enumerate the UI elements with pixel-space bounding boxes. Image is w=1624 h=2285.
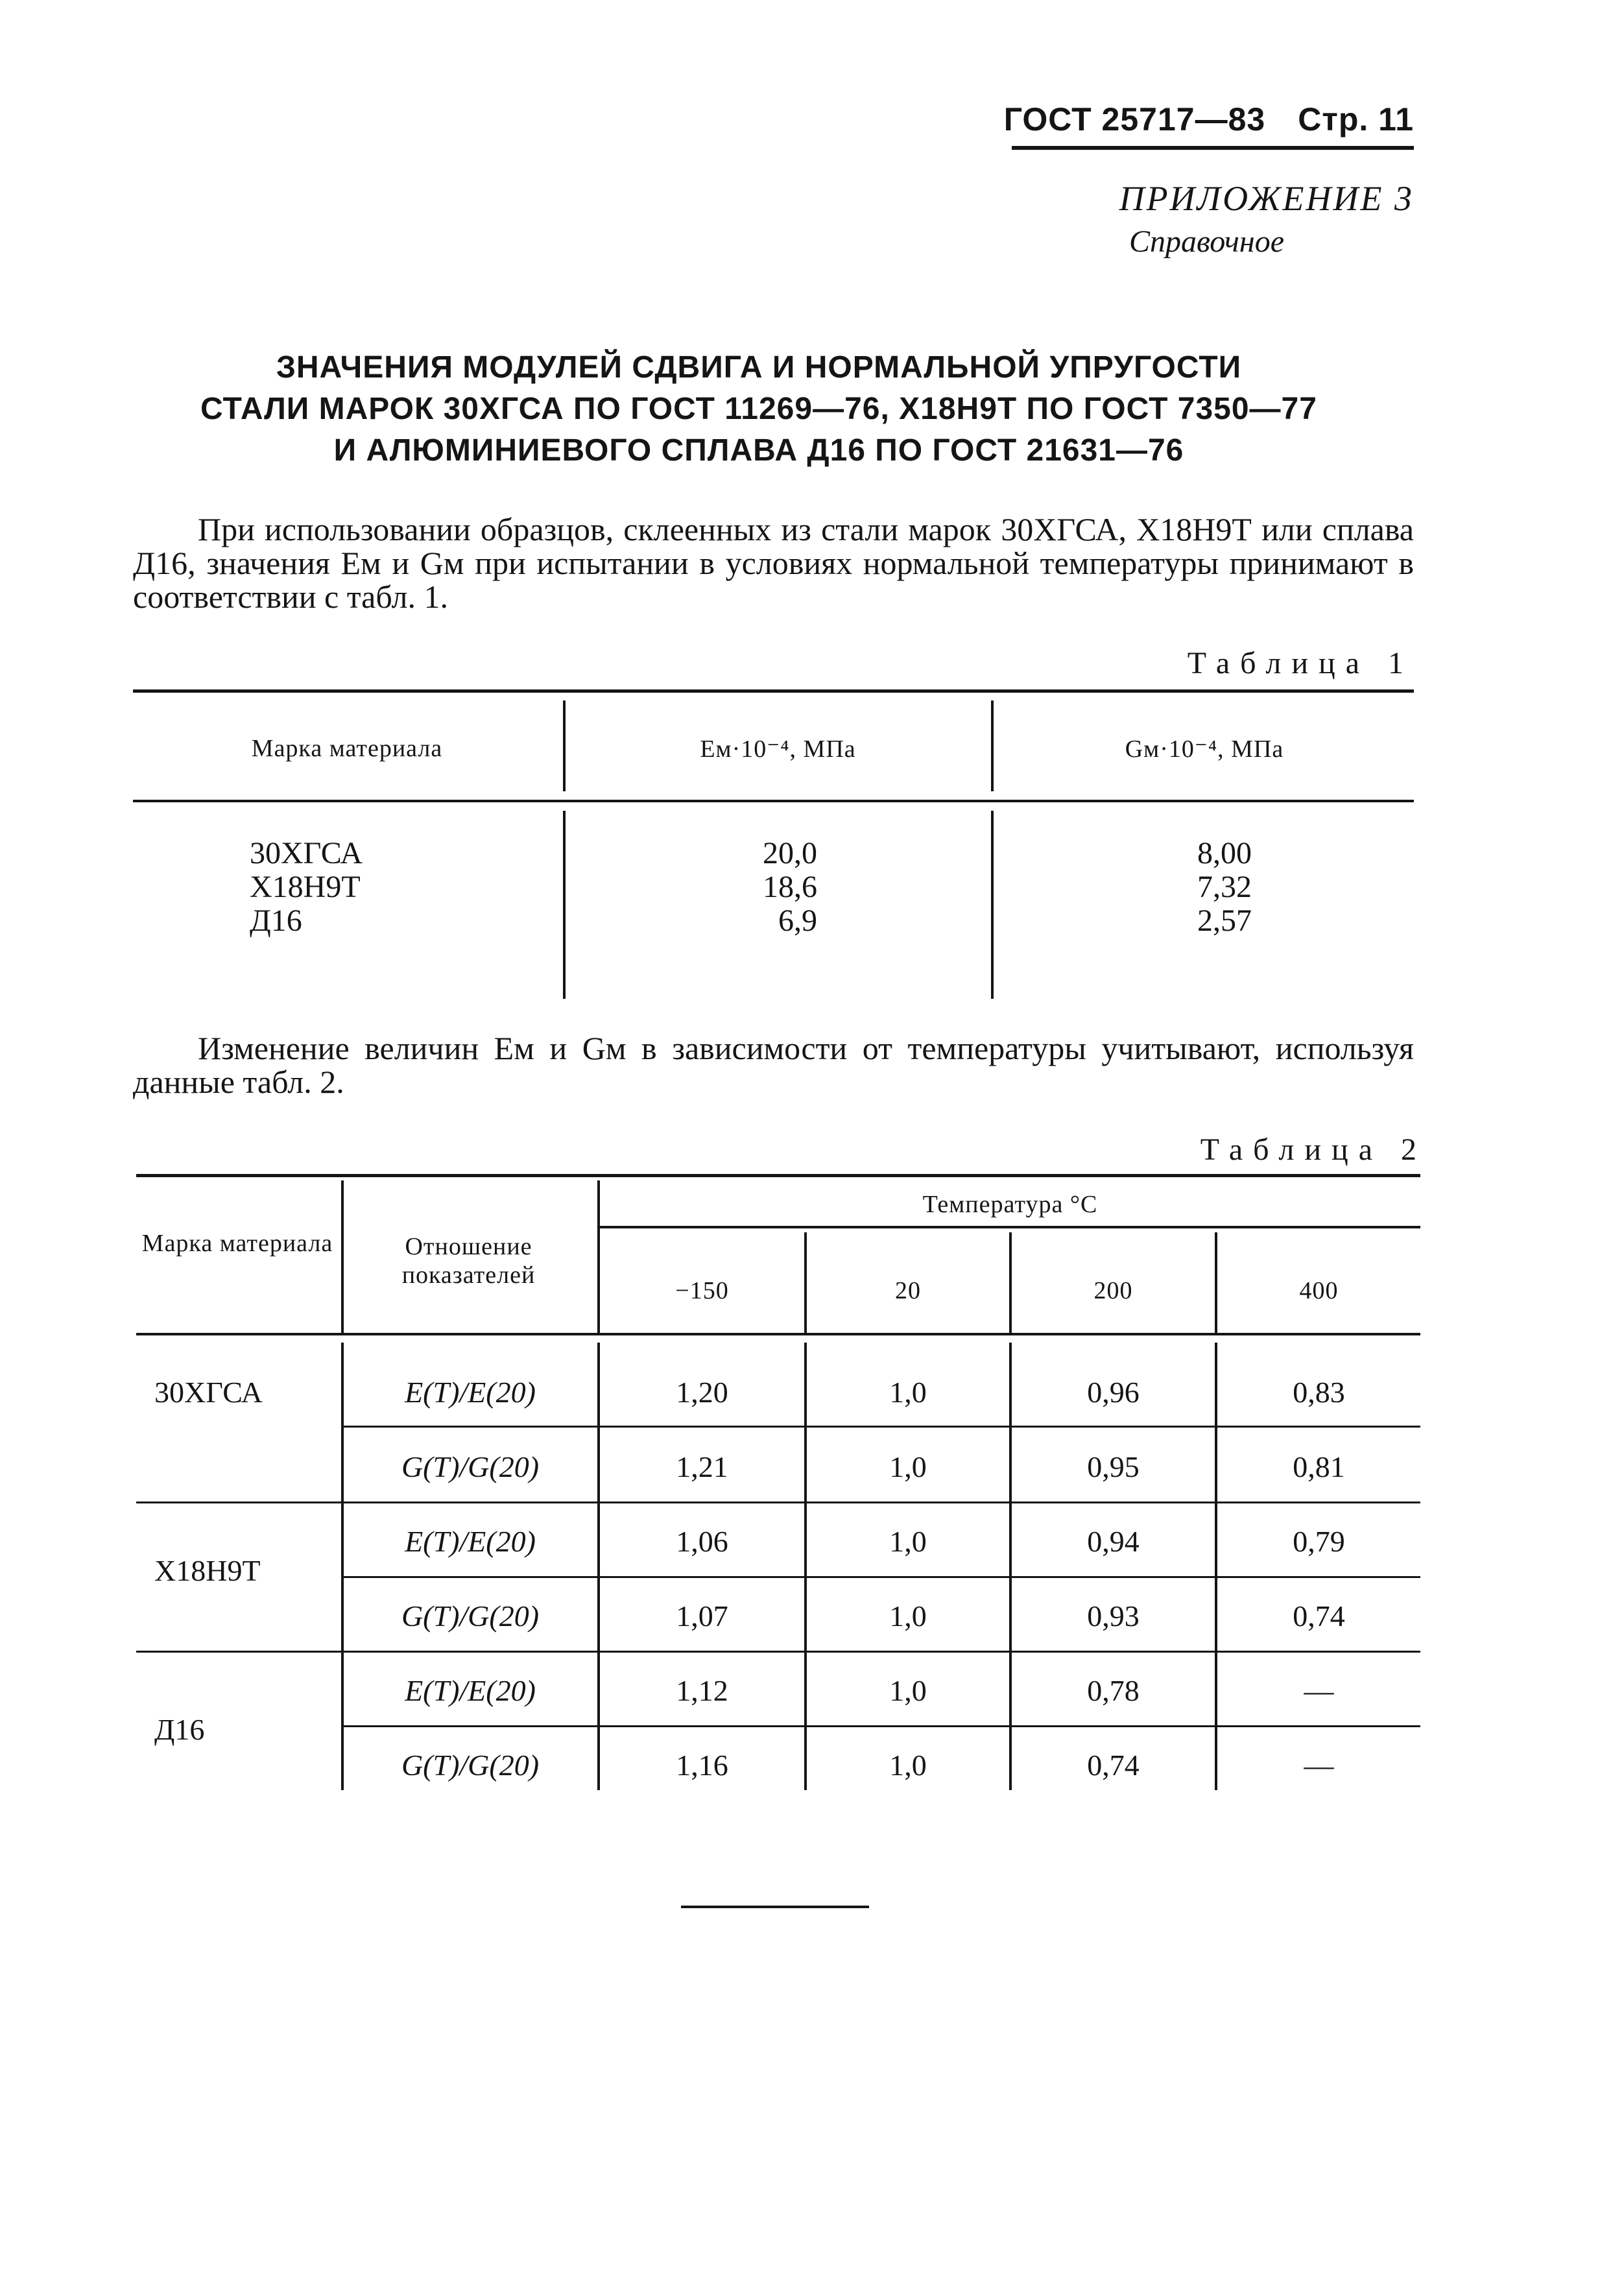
table2-temp-rule (600, 1226, 1420, 1228)
table2-row-rule (344, 1426, 1420, 1428)
table2-cell: 1,0 (889, 1749, 927, 1782)
table1-header-material: Марка материала (251, 735, 443, 762)
end-rule (681, 1906, 869, 1908)
table1-divider (991, 811, 994, 999)
table2-divider (1215, 1343, 1217, 1790)
table1-material-column (250, 837, 509, 938)
table2-cell: 1,0 (889, 1674, 927, 1707)
table2-cell: — (1304, 1674, 1334, 1707)
paragraph-2: Изменение величин Eм и Gм в зависимости от температуры учитывают, используя данные табл. 2. (133, 1030, 1414, 1100)
table1-cell: 7,32 (1197, 870, 1252, 904)
table2-cell: 0,78 (1087, 1674, 1140, 1707)
table2-ratio: E(T)/E(20) (405, 1674, 536, 1707)
table2-row-rule (344, 1725, 1420, 1727)
table2-ratio: E(T)/E(20) (405, 1376, 536, 1409)
section-heading (110, 347, 1407, 472)
table1-caption: Таблица 1 (1187, 646, 1414, 680)
heading-line-3: И АЛЮМИНИЕВОГО СПЛАВА Д16 ПО ГОСТ 21631—76 (333, 433, 1184, 468)
table2-ratio: G(T)/G(20) (401, 1599, 540, 1633)
table1-header-gm: Gм·10⁻⁴, МПа (1125, 736, 1284, 763)
table2-cell: 0,93 (1087, 1599, 1140, 1633)
page-header (811, 101, 1414, 138)
appendix-title: ПРИЛОЖЕНИЕ 3 (1119, 179, 1414, 218)
table1-cell: 2,57 (1197, 903, 1252, 938)
standard-number: ГОСТ 25717—83 (1003, 101, 1266, 138)
table2-cell: 1,06 (676, 1525, 728, 1558)
table2-header-temp: 20 (895, 1277, 921, 1304)
table1-cell: 6,9 (778, 903, 817, 938)
table2-header-temp: −150 (675, 1277, 729, 1304)
table1-cell: 30ХГСА (250, 836, 363, 870)
table2-ratio: G(T)/G(20) (401, 1749, 540, 1782)
table1-header-rule (133, 800, 1414, 802)
heading-line-1: ЗНАЧЕНИЯ МОДУЛЕЙ СДВИГА И НОРМАЛЬНОЙ УПРУГОСТИ (276, 350, 1242, 385)
table2-material: 30ХГСА (154, 1376, 263, 1409)
table2-material: Х18Н9Т (154, 1554, 261, 1587)
table2-group-rule (136, 1501, 1420, 1503)
table2-cell: 0,95 (1087, 1450, 1140, 1483)
table2-cell: 0,79 (1293, 1525, 1345, 1558)
table2-divider (1009, 1343, 1012, 1790)
table2-cell: 0,74 (1087, 1749, 1140, 1782)
table2-caption: Таблица 2 (1200, 1132, 1427, 1167)
table1-cell: 20,0 (763, 836, 817, 870)
table2-cell: 1,12 (676, 1674, 728, 1707)
table1-header-em: Eм·10⁻⁴, МПа (700, 736, 856, 763)
table2-cell: 0,94 (1087, 1525, 1140, 1558)
table2-cell: 1,20 (676, 1376, 728, 1409)
table2-ratio: E(T)/E(20) (405, 1525, 536, 1558)
table2-cell: 1,0 (889, 1450, 927, 1483)
table1-gm-column (1154, 837, 1252, 938)
table2-cell: 1,0 (889, 1525, 927, 1558)
table2-divider (341, 1343, 344, 1790)
table1-em-column (739, 837, 817, 938)
table2-cell: 1,0 (889, 1376, 927, 1409)
table1-cell: 18,6 (763, 870, 817, 904)
appendix-type: Справочное (1129, 224, 1284, 259)
table2-divider (804, 1343, 807, 1790)
table2-header-temp: 200 (1093, 1277, 1133, 1304)
table2-divider (597, 1343, 600, 1790)
page-number: Стр. 11 (1298, 101, 1414, 138)
table2-header-temp: 400 (1299, 1277, 1339, 1304)
table2-cell: — (1304, 1749, 1334, 1782)
table2-material: Д16 (154, 1713, 205, 1746)
table2-cell: 1,21 (676, 1450, 728, 1483)
header-rule (1012, 146, 1414, 150)
table2-cell: 0,81 (1293, 1450, 1345, 1483)
table2-divider (341, 1180, 344, 1333)
table1-cell: 8,00 (1197, 836, 1252, 870)
table2-header-material: Марка материала (141, 1230, 333, 1257)
table2-cell: 1,0 (889, 1599, 927, 1633)
table2-ratio: G(T)/G(20) (401, 1450, 540, 1483)
table2-cell: 1,16 (676, 1749, 728, 1782)
table2-header-temperature: Температура °С (922, 1191, 1098, 1218)
paragraph-1: При использовании образцов, склеенных из стали марок 30ХГСА, Х18Н9Т или сплава Д16, значения Eм и Gм при испытании в условиях нормальной температуры принимают в соответствии с табл. 1. (133, 511, 1414, 615)
table2-header-rule (136, 1333, 1420, 1335)
table2-cell: 0,83 (1293, 1376, 1345, 1409)
table2-cell: 0,96 (1087, 1376, 1140, 1409)
table2-cell: 0,74 (1293, 1599, 1345, 1633)
table1-cell: Х18Н9Т (250, 870, 361, 904)
table1-cell: Д16 (250, 903, 302, 938)
heading-line-2: СТАЛИ МАРОК 30ХГСА ПО ГОСТ 11269—76, Х18Н9Т ПО ГОСТ 7350—77 (200, 392, 1317, 426)
table2-top-rule (136, 1174, 1420, 1177)
table2-group-rule (136, 1651, 1420, 1653)
table2-cell: 1,07 (676, 1599, 728, 1633)
table2-row-rule (344, 1576, 1420, 1578)
table1-divider (563, 811, 566, 999)
table2-header-ratio: Отношение показателей (401, 1233, 536, 1289)
table1-top-rule (133, 689, 1414, 693)
